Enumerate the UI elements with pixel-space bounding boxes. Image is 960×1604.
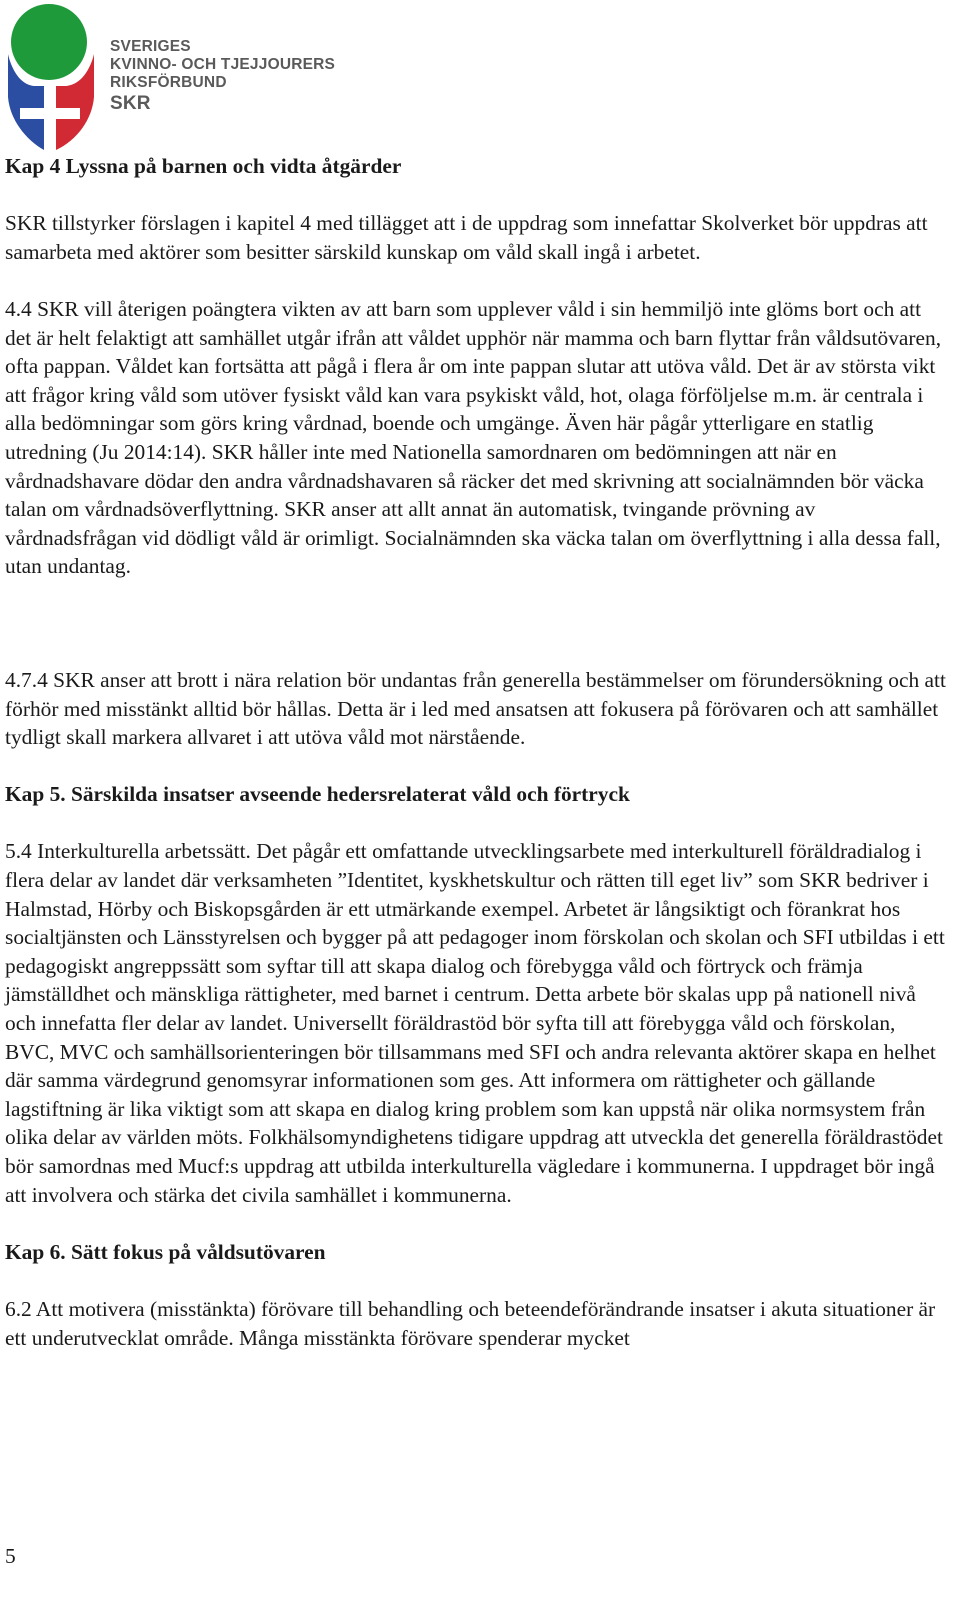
- organization-logo: [4, 2, 334, 152]
- page-number: 5: [5, 1544, 16, 1568]
- logo-cross-horizontal: [20, 108, 80, 119]
- logo-green-circle: [11, 4, 87, 80]
- heading-kap4: Kap 4 Lyssna på barnen och vidta åtgärder: [5, 154, 402, 178]
- document-body: [5, 152, 950, 1352]
- paragraph-kap4-intro: SKR tillstyrker förslagen i kapitel 4 med tillägget att i de uppdrag som innefattar Skolverket bör uppdras att samarbeta med aktörer som besitter särskild kunskap om våld skall ingå i arbetet.: [5, 211, 928, 264]
- logo-line-3: RIKSFÖRBUND: [110, 74, 227, 91]
- heading-kap5: Kap 5. Särskilda insatser avseende hedersrelaterat våld och förtryck: [5, 782, 630, 807]
- paragraph-4-7-4: 4.7.4 SKR anser att brott i nära relation bör undantas från generella bestämmelser om förundersökning och att förhör med misstänkt alltid bör hållas. Detta är i led med ansatsen att fokusera på förövaren och att samhället tydligt skall markera allvaret i att utöva våld mot närstående.: [5, 667, 946, 750]
- logo-text: [110, 38, 335, 115]
- logo-line-2: KVINNO- OCH TJEJJOURERS: [110, 56, 336, 73]
- paragraph-4-4: 4.4 SKR vill återigen poängtera vikten av att barn som upplever våld i sin hemmiljö inte glöms bort och att det är helt felaktigt att samhället utgår ifrån att våldet upphör när mamma och barn flyttar från våldsutövaren, ofta pappan. Våldet kan fortsätta att pågå i flera år om inte pappan slutar att utöva våld. Det är av största vikt att frågor kring våld som utöver fysiskt våld kan vara psykiskt våld, hot, olaga förföljelse m.m. är centrala i alla bedömningar som görs kring vårdnad, boende och umgänge. Även här pågår ytterligare en statlig utredning (Ju 2014:14). SKR håller inte med Nationella samordnaren om bedömningen att när en vårdnadshavare dödar den andra vårdnadshavaren så räcker det med skrivning att socialnämnden bör väcka talan om vårdnadsöverflyttning. SKR anser att allt annat än automatisk, tvingande prövning av vårdnadsfrågan vid dödligt våld är orimligt. Socialnämnden ska väcka talan om överflyttning i alla dessa fall, utan undantag.: [5, 296, 942, 579]
- logo-emblem-icon: [4, 2, 100, 152]
- paragraph-6-2: 6.2 Att motivera (misstänkta) förövare till behandling och beteendeförändrande insatser i akuta situationer är ett underutvecklat område. Många misstänkta förövare spenderar mycket: [5, 1296, 936, 1350]
- logo-line-1: SVERIGES: [110, 38, 191, 55]
- logo-line-4: SKR: [110, 93, 151, 114]
- heading-kap6: Kap 6. Sätt fokus på våldsutövaren: [5, 1239, 326, 1264]
- paragraph-5-4: 5.4 Interkulturella arbetssätt. Det pågår ett omfattande utvecklingsarbete med interkulturell föräldradialog i flera delar av landet där verksamheten ”Identitet, kyskhetskultur och rätten till eget liv” som SKR bedriver i Halmstad, Hörby och Biskopsgården är ett utmärkande exempel. Arbetet är långsiktigt och förankrat hos socialtjänsten och Länsstyrelsen och bygger på att pedagoger inom förskolan och skolan och SFI utbildas i ett pedagogiskt angreppssätt som syftar till att skapa dialog och förebygga våld och förtryck och främja jämställdhet och mänskliga rättigheter, med barnet i centrum. Detta arbete bör skalas upp på nationell nivå och innefatta fler delar av landet. Universellt föräldrastöd bör syfta till att förebygga våld och förskolan, BVC, MVC och samhällsorienteringen bör tillsammans med SFI och andra relevanta aktörer skapa en helhet där samma värdegrund genomsyrar informationen som ges. Att informera om rättigheter och gällande lagstiftning är lika viktigt som att skapa en dialog kring problem som kan uppstå när olika normsystem från olika delar av världen möts. Folkhälsomyndighetens tidigare uppdrag att utveckla det generella föräldrastödet bör samordnas med Mucf:s uppdrag att utbilda interkulturella vägledare i kommunerna. I uppdraget bör ingå att involvera och stärka det civila samhället i kommunerna.: [5, 839, 945, 1207]
